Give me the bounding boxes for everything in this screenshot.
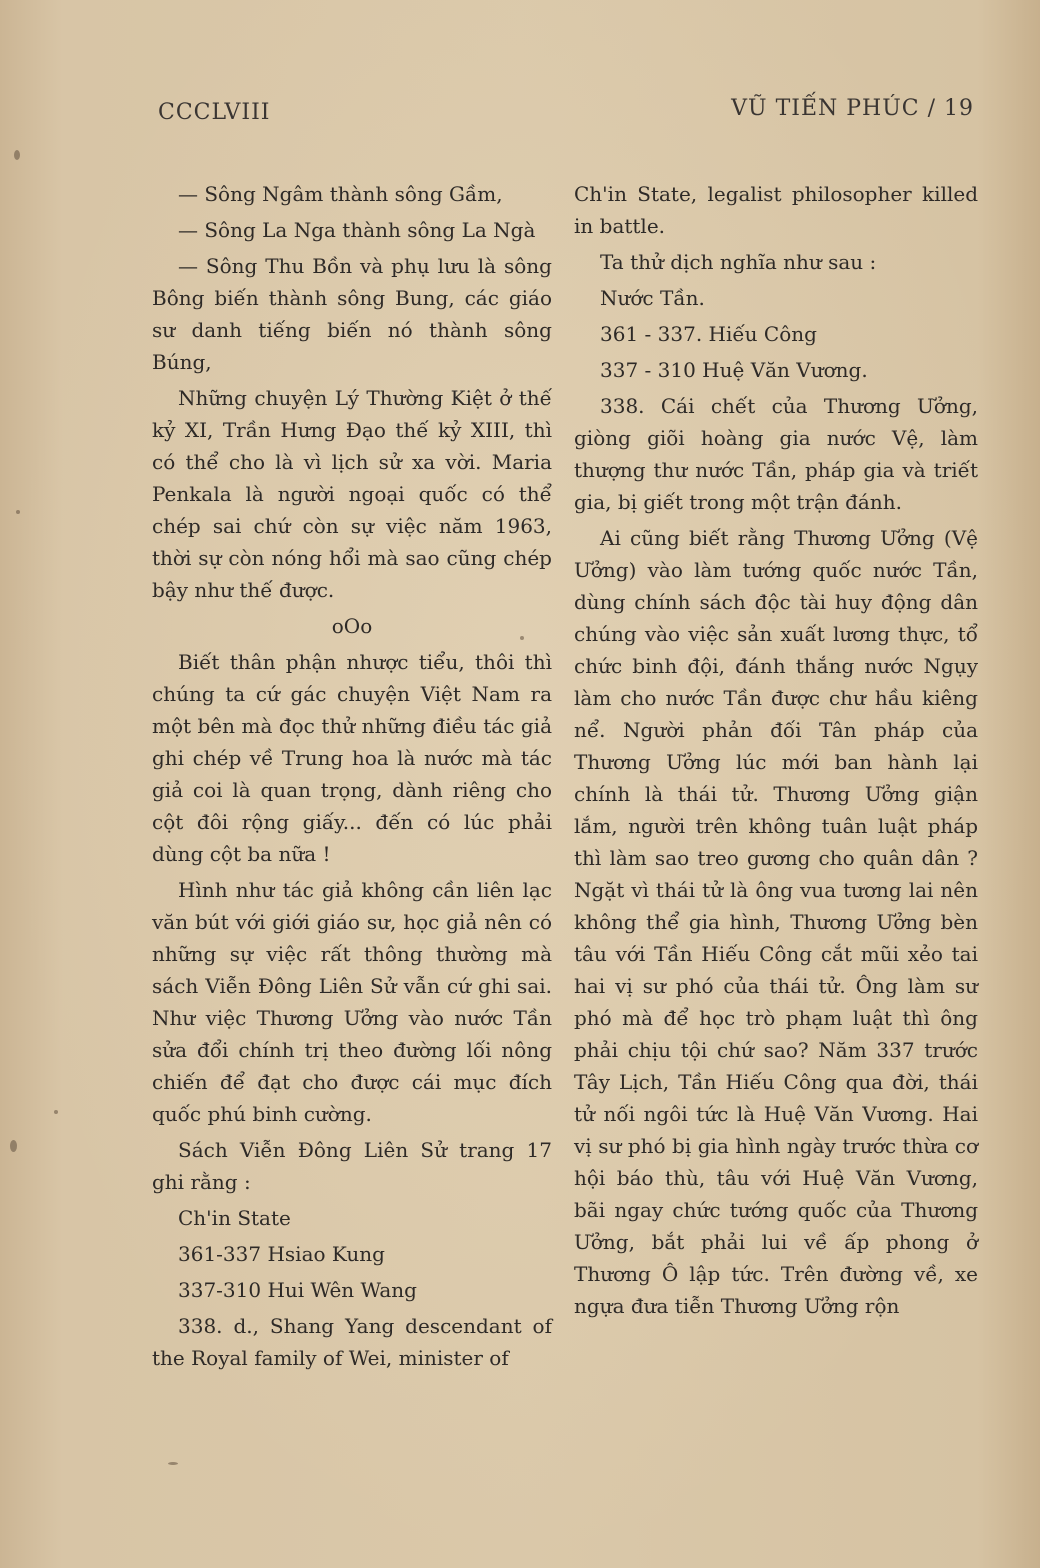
paragraph: Hình như tác giả không cần liên lạc văn bút với giới giáo sư, học giả nên có những sự việc rất thông thường mà sách Viễn Đông Liên Sử vẫn cứ ghi sai. Như việc Thương Ưởng vào nước Tần sửa đổi chính trị theo đường lối nông chiến để đạt cho được cái mục đích quốc phú binh cường. [152, 878, 552, 1126]
paragraph: — Sông Thu Bồn và phụ lưu là sông Bông biến thành sông Bung, các giáo sư danh tiếng biến nó thành sông Búng, [152, 254, 552, 374]
translated-line: 337 - 310 Huệ Văn Vương. [600, 358, 868, 382]
paper-speck [168, 1462, 178, 1465]
paper-speck [520, 636, 524, 640]
page-header-left: CCCLVIII [158, 100, 271, 125]
paragraph: Ta thử dịch nghĩa như sau : [600, 250, 877, 274]
paragraph: Những chuyện Lý Thường Kiệt ở thế kỷ XI, Trần Hưng Đạo thế kỷ XIII, thì có thể cho là vì lịch sử xa vời. Maria Penkala là người ngoại quốc có thể chép sai chứ còn sự việc năm 1963, thời sự còn nóng hổi mà sao cũng chép bậy như thế được. [152, 386, 552, 602]
paragraph: Biết thân phận nhược tiểu, thôi thì chúng ta cứ gác chuyện Việt Nam ra một bên mà đọc thử những điều tác giả ghi chép về Trung hoa là nước mà tác giả coi là quan trọng, dành riêng cho cột đôi rộng giấy... đến có lúc phải dùng cột ba nữa ! [152, 650, 552, 866]
paper-speck [16, 510, 20, 514]
page-header-right: VŨ TIẾN PHÚC / 19 [731, 96, 974, 121]
quoted-line: Ch'in State [178, 1206, 291, 1230]
left-column [152, 178, 552, 1378]
translated-line: 361 - 337. Hiếu Công [600, 322, 817, 346]
quoted-paragraph: 338. d., Shang Yang descendant of the Royal family of Wei, minister of [152, 1314, 552, 1370]
paragraph: Sách Viễn Đông Liên Sử trang 17 ghi rằng : [152, 1138, 552, 1194]
paragraph: — Sông La Nga thành sông La Ngà [178, 218, 536, 242]
section-separator: oOo [331, 614, 373, 638]
paper-speck [10, 1140, 17, 1152]
paragraph: — Sông Ngâm thành sông Gầm, [178, 182, 503, 206]
paragraph: Ai cũng biết rằng Thương Ưởng (Vệ Ưởng) vào làm tướng quốc nước Tần, dùng chính sách độc tài huy động dân chúng vào việc sản xuất lương thực, tổ chức binh đội, đánh thắng nước Ngụy làm cho nước Tần được chư hầu kiêng nể. Người phản đối Tân pháp của Thương Ưởng lúc mới ban hành lại chính là thái tử. Thương Ưởng giận lắm, người trên không tuân luật pháp thì làm sao treo gương cho quân dân ? Ngặt vì thái tử là ông vua tương lai nên không thể gia hình, Thương Ưởng bèn tâu với Tần Hiếu Công cắt mũi xẻo tai hai vị sư phó của thái tử. Ông làm sư phó mà để học trò phạm luật thì ông phải chịu tội chứ sao? Năm 337 trước Tây Lịch, Tần Hiếu Công qua đời, thái tử nối ngôi tức là Huệ Văn Vương. Hai vị sư phó bị gia hình ngày trước thừa cơ hội báo thù, tâu với Huệ Văn Vương, bãi ngay chức tướng quốc của Thương Ưởng, bắt phải lui về ấp phong ở Thương Ô lập tức. Trên đường về, xe ngựa đưa tiễn Thương Ưởng rộn [574, 526, 978, 1318]
translated-paragraph: 338. Cái chết của Thương Ưởng, giòng giõi hoàng gia nước Vệ, làm thượng thư nước Tần, pháp gia và triết gia, bị giết trong một trận đánh. [574, 394, 978, 514]
quoted-paragraph: Ch'in State, legalist philosopher killed in battle. [574, 182, 978, 238]
paper-speck [14, 150, 20, 160]
paper-speck [54, 1110, 58, 1114]
right-column [574, 178, 978, 1326]
quoted-line: 337-310 Hui Wên Wang [178, 1278, 417, 1302]
quoted-line: 361-337 Hsiao Kung [178, 1242, 385, 1266]
translated-line: Nước Tần. [600, 286, 705, 310]
